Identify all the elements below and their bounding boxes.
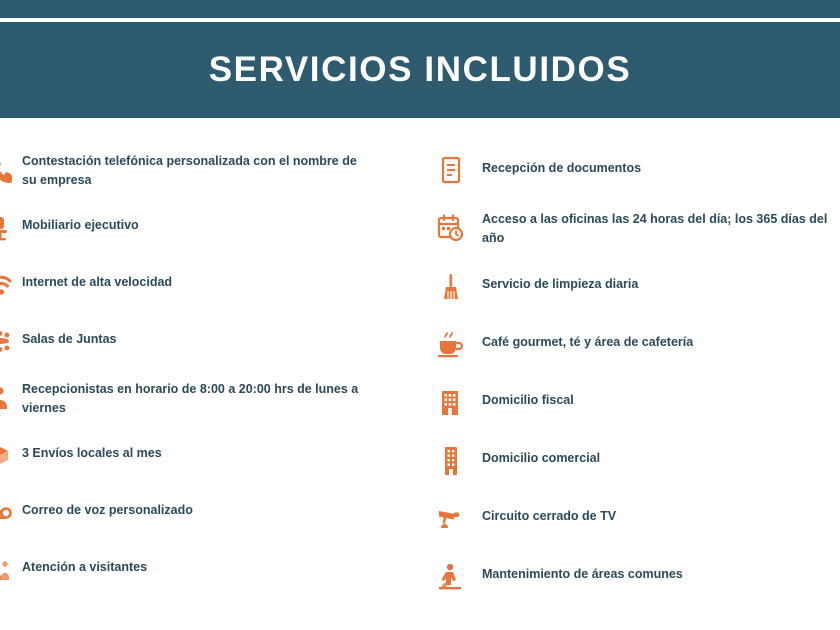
list-item <box>428 150 840 192</box>
list-item <box>2 321 420 363</box>
list-item-label: Internet de alta velocidad <box>22 275 173 289</box>
coffee-cup-icon <box>428 324 474 366</box>
security-camera-icon <box>428 498 474 540</box>
list-item-label: Mantenimiento de áreas comunes <box>482 567 683 581</box>
services-column-right <box>420 150 840 620</box>
list-item-label: Mobiliario ejecutivo <box>22 218 139 232</box>
services-column-left <box>0 150 420 620</box>
calendar-clock-icon <box>428 208 474 250</box>
commercial-building-icon <box>428 440 474 482</box>
receptionist-icon <box>0 378 20 420</box>
list-item <box>2 492 420 534</box>
list-item-label: Circuito cerrado de TV <box>482 509 617 523</box>
page-title: SERVICIOS INCLUIDOS <box>208 50 632 89</box>
list-item-label: Correo de voz personalizado <box>22 503 193 517</box>
list-item-label: Servicio de limpieza diaria <box>482 277 639 291</box>
list-item <box>2 150 420 192</box>
list-item <box>428 440 840 482</box>
header-band <box>0 22 840 118</box>
list-item <box>428 498 840 540</box>
services-columns <box>0 150 840 620</box>
list-item-label: Café gourmet, té y área de cafetería <box>482 335 694 349</box>
maintenance-worker-icon <box>428 556 474 598</box>
list-item <box>428 266 840 308</box>
list-item <box>428 208 840 250</box>
phone-icon <box>0 150 20 192</box>
list-item-label: Contestación telefónica personalizada con el nombre de su empresa <box>22 154 357 188</box>
list-item <box>428 556 840 598</box>
document-reception-icon <box>428 150 474 192</box>
list-item-label: Domicilio fiscal <box>482 393 574 407</box>
voicemail-icon <box>0 492 20 534</box>
office-building-icon <box>428 382 474 424</box>
list-item <box>2 549 420 591</box>
visitor-attention-icon <box>0 549 20 591</box>
list-item <box>2 435 420 477</box>
list-item <box>428 324 840 366</box>
list-item <box>428 382 840 424</box>
list-item-label: Domicilio comercial <box>482 451 601 465</box>
list-item <box>2 264 420 306</box>
desk-chair-icon <box>0 207 20 249</box>
list-item-label: Atención a visitantes <box>22 560 148 574</box>
wifi-signal-icon <box>0 264 20 306</box>
list-item-label: Recepcionistas en horario de 8:00 a 20:00 hrs de lunes a viernes <box>22 382 359 416</box>
list-item-label: 3 Envíos locales al mes <box>22 446 162 460</box>
package-delivery-icon <box>0 435 20 477</box>
list-item <box>2 207 420 249</box>
list-item-label: Acceso a las oficinas las 24 horas del día; los 365 días del año <box>482 212 828 246</box>
meeting-room-icon <box>0 321 20 363</box>
broom-icon <box>428 266 474 308</box>
list-item-label: Salas de Juntas <box>22 332 117 346</box>
list-item-label: Recepción de documentos <box>482 161 642 175</box>
top-accent-strip <box>0 0 840 18</box>
list-item <box>2 378 420 420</box>
